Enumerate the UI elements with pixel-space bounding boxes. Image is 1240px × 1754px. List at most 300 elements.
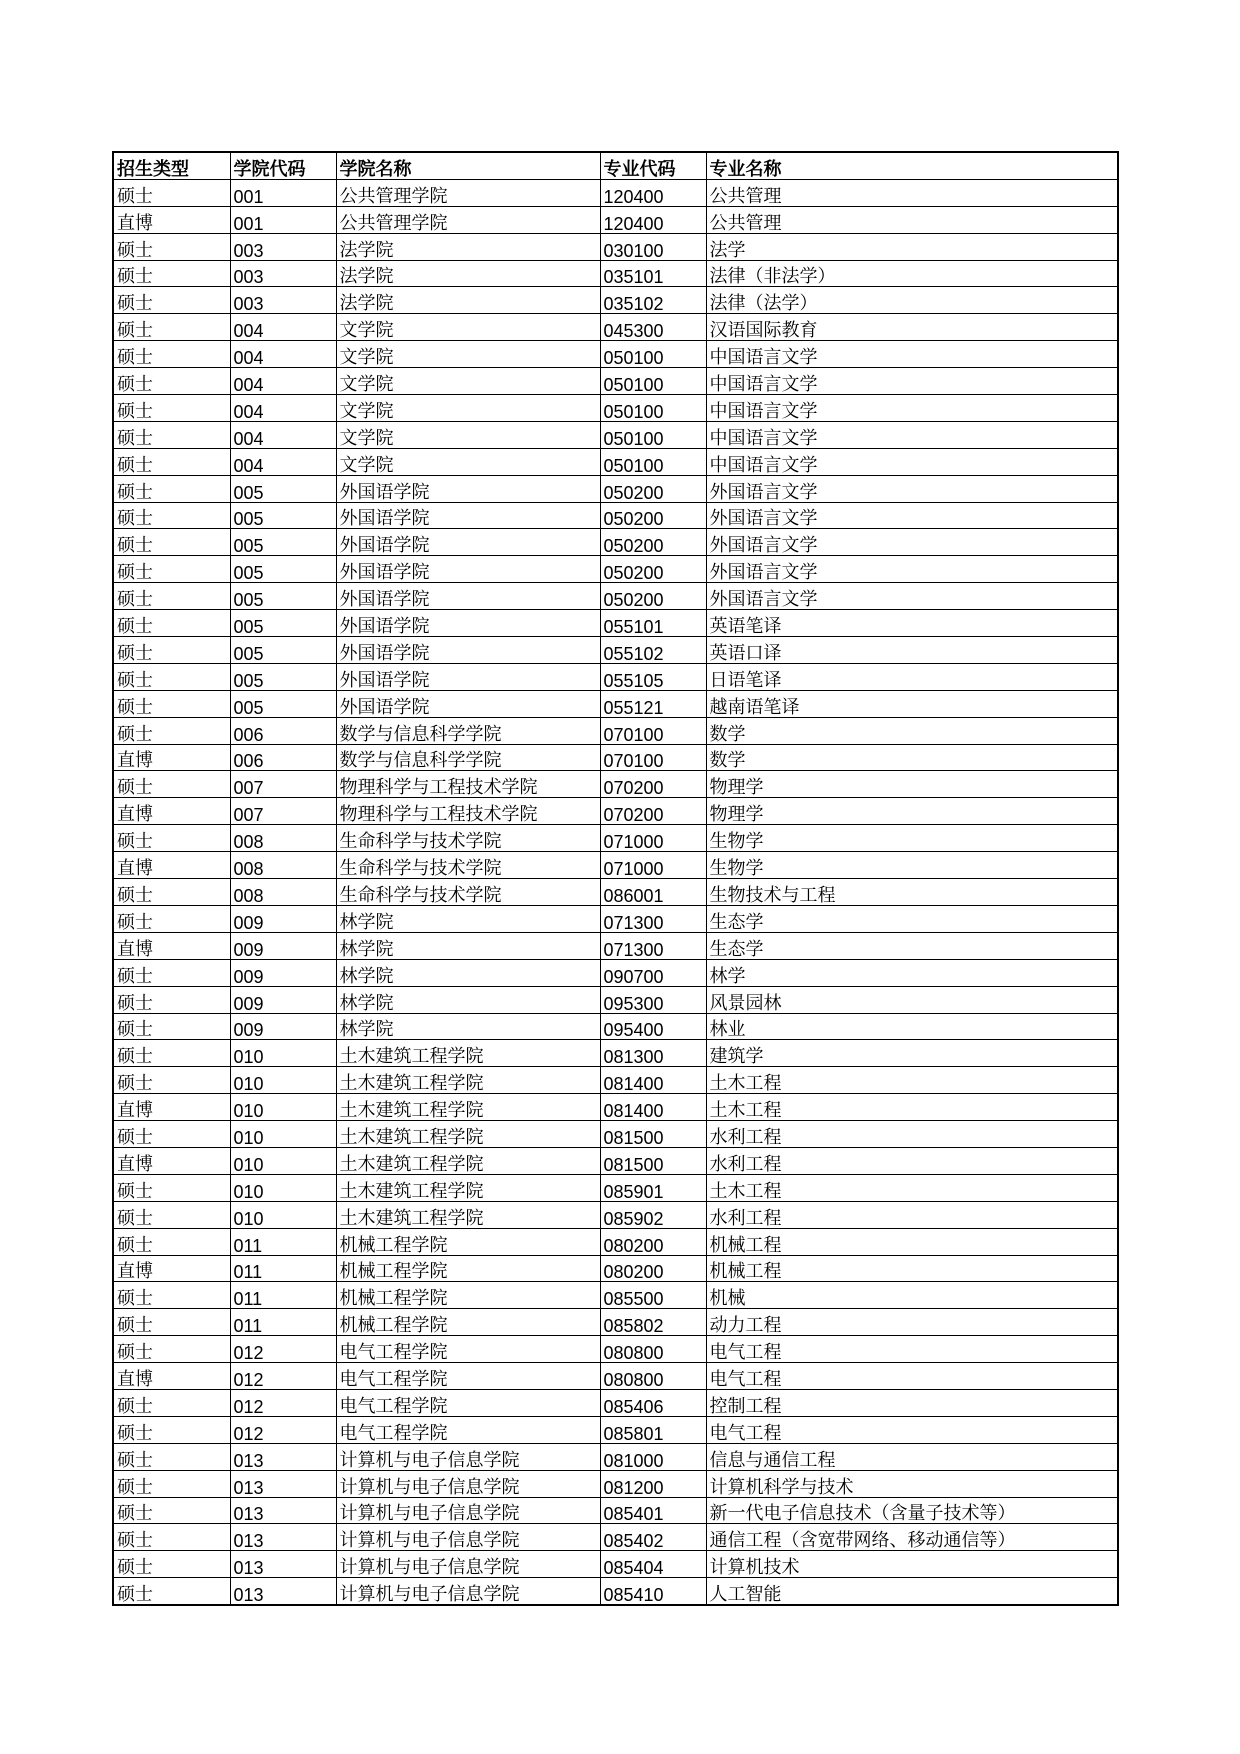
major-name-cell: 英语口译 bbox=[706, 637, 1118, 664]
enrollment-type-cell: 硕士 bbox=[113, 986, 230, 1013]
major-code-cell: 081500 bbox=[600, 1121, 706, 1148]
table-row bbox=[113, 1389, 1118, 1416]
admissions-table bbox=[112, 151, 1119, 1606]
enrollment-type-cell: 直博 bbox=[113, 206, 230, 233]
major-code-cell: 081200 bbox=[600, 1470, 706, 1497]
college-code-cell: 010 bbox=[230, 1201, 336, 1228]
major-name-cell: 中国语言文学 bbox=[706, 341, 1118, 368]
enrollment-type-cell: 直博 bbox=[113, 932, 230, 959]
college-code-cell: 005 bbox=[230, 610, 336, 637]
college-name-cell: 计算机与电子信息学院 bbox=[336, 1524, 600, 1551]
major-name-cell: 中国语言文学 bbox=[706, 421, 1118, 448]
college-code-cell: 010 bbox=[230, 1147, 336, 1174]
major-code-cell: 071000 bbox=[600, 852, 706, 879]
major-code-cell: 085401 bbox=[600, 1497, 706, 1524]
column-header-major-name: 专业名称 bbox=[706, 152, 1118, 179]
major-code-cell: 071300 bbox=[600, 905, 706, 932]
major-code-cell: 090700 bbox=[600, 959, 706, 986]
college-code-cell: 010 bbox=[230, 1067, 336, 1094]
college-name-cell: 林学院 bbox=[336, 932, 600, 959]
college-code-cell: 008 bbox=[230, 852, 336, 879]
enrollment-type-cell: 硕士 bbox=[113, 905, 230, 932]
enrollment-type-cell: 硕士 bbox=[113, 179, 230, 206]
college-code-cell: 003 bbox=[230, 233, 336, 260]
major-name-cell: 新一代电子信息技术（含量子技术等） bbox=[706, 1497, 1118, 1524]
major-name-cell: 控制工程 bbox=[706, 1389, 1118, 1416]
enrollment-type-cell: 硕士 bbox=[113, 1282, 230, 1309]
enrollment-type-cell: 硕士 bbox=[113, 771, 230, 798]
college-name-cell: 计算机与电子信息学院 bbox=[336, 1551, 600, 1578]
major-code-cell: 050200 bbox=[600, 475, 706, 502]
college-name-cell: 电气工程学院 bbox=[336, 1336, 600, 1363]
table-row bbox=[113, 1094, 1118, 1121]
major-name-cell: 中国语言文学 bbox=[706, 448, 1118, 475]
table-row bbox=[113, 1578, 1118, 1605]
major-name-cell: 土木工程 bbox=[706, 1067, 1118, 1094]
college-name-cell: 文学院 bbox=[336, 421, 600, 448]
enrollment-type-cell: 直博 bbox=[113, 744, 230, 771]
enrollment-type-cell: 直博 bbox=[113, 1255, 230, 1282]
college-name-cell: 林学院 bbox=[336, 986, 600, 1013]
enrollment-type-cell: 硕士 bbox=[113, 1578, 230, 1605]
major-code-cell: 045300 bbox=[600, 314, 706, 341]
enrollment-type-cell: 硕士 bbox=[113, 879, 230, 906]
college-code-cell: 001 bbox=[230, 179, 336, 206]
major-name-cell: 机械工程 bbox=[706, 1228, 1118, 1255]
major-name-cell: 风景园林 bbox=[706, 986, 1118, 1013]
column-header-major-code: 专业代码 bbox=[600, 152, 706, 179]
enrollment-type-cell: 硕士 bbox=[113, 1497, 230, 1524]
enrollment-type-cell: 硕士 bbox=[113, 663, 230, 690]
major-name-cell: 建筑学 bbox=[706, 1040, 1118, 1067]
enrollment-type-cell: 硕士 bbox=[113, 637, 230, 664]
enrollment-type-cell: 硕士 bbox=[113, 1174, 230, 1201]
major-code-cell: 071300 bbox=[600, 932, 706, 959]
major-code-cell: 120400 bbox=[600, 179, 706, 206]
enrollment-type-cell: 硕士 bbox=[113, 959, 230, 986]
major-name-cell: 外国语言文学 bbox=[706, 502, 1118, 529]
college-name-cell: 电气工程学院 bbox=[336, 1363, 600, 1390]
major-code-cell: 050200 bbox=[600, 556, 706, 583]
major-name-cell: 水利工程 bbox=[706, 1147, 1118, 1174]
major-code-cell: 080800 bbox=[600, 1336, 706, 1363]
college-name-cell: 生命科学与技术学院 bbox=[336, 852, 600, 879]
college-name-cell: 物理科学与工程技术学院 bbox=[336, 771, 600, 798]
enrollment-type-cell: 硕士 bbox=[113, 1336, 230, 1363]
major-name-cell: 法学 bbox=[706, 233, 1118, 260]
major-code-cell: 050200 bbox=[600, 502, 706, 529]
major-code-cell: 055121 bbox=[600, 690, 706, 717]
table-row bbox=[113, 1416, 1118, 1443]
table-row bbox=[113, 663, 1118, 690]
enrollment-type-cell: 硕士 bbox=[113, 583, 230, 610]
enrollment-type-cell: 硕士 bbox=[113, 1470, 230, 1497]
table-row bbox=[113, 905, 1118, 932]
college-code-cell: 005 bbox=[230, 556, 336, 583]
table-row bbox=[113, 744, 1118, 771]
major-code-cell: 085404 bbox=[600, 1551, 706, 1578]
major-name-cell: 生态学 bbox=[706, 932, 1118, 959]
college-name-cell: 土木建筑工程学院 bbox=[336, 1040, 600, 1067]
major-code-cell: 085802 bbox=[600, 1309, 706, 1336]
major-name-cell: 法律（非法学） bbox=[706, 260, 1118, 287]
enrollment-type-cell: 硕士 bbox=[113, 1443, 230, 1470]
college-name-cell: 计算机与电子信息学院 bbox=[336, 1578, 600, 1605]
college-name-cell: 文学院 bbox=[336, 341, 600, 368]
major-code-cell: 085500 bbox=[600, 1282, 706, 1309]
major-code-cell: 050100 bbox=[600, 421, 706, 448]
major-code-cell: 055101 bbox=[600, 610, 706, 637]
table-row bbox=[113, 556, 1118, 583]
college-name-cell: 计算机与电子信息学院 bbox=[336, 1497, 600, 1524]
major-name-cell: 水利工程 bbox=[706, 1121, 1118, 1148]
enrollment-type-cell: 直博 bbox=[113, 798, 230, 825]
major-name-cell: 数学 bbox=[706, 744, 1118, 771]
enrollment-type-cell: 直博 bbox=[113, 1363, 230, 1390]
major-name-cell: 物理学 bbox=[706, 771, 1118, 798]
college-code-cell: 006 bbox=[230, 744, 336, 771]
college-code-cell: 007 bbox=[230, 798, 336, 825]
college-code-cell: 005 bbox=[230, 690, 336, 717]
major-code-cell: 070100 bbox=[600, 717, 706, 744]
major-code-cell: 081300 bbox=[600, 1040, 706, 1067]
major-code-cell: 030100 bbox=[600, 233, 706, 260]
table-row bbox=[113, 1524, 1118, 1551]
college-name-cell: 文学院 bbox=[336, 395, 600, 422]
major-code-cell: 085410 bbox=[600, 1578, 706, 1605]
major-name-cell: 机械 bbox=[706, 1282, 1118, 1309]
table-row bbox=[113, 1067, 1118, 1094]
major-code-cell: 050200 bbox=[600, 583, 706, 610]
college-name-cell: 外国语学院 bbox=[336, 556, 600, 583]
table-row bbox=[113, 932, 1118, 959]
college-code-cell: 011 bbox=[230, 1228, 336, 1255]
table-row bbox=[113, 287, 1118, 314]
table-row bbox=[113, 1147, 1118, 1174]
college-name-cell: 文学院 bbox=[336, 368, 600, 395]
college-code-cell: 013 bbox=[230, 1551, 336, 1578]
table-row bbox=[113, 233, 1118, 260]
major-name-cell: 公共管理 bbox=[706, 206, 1118, 233]
table-row bbox=[113, 637, 1118, 664]
college-code-cell: 003 bbox=[230, 287, 336, 314]
enrollment-type-cell: 硕士 bbox=[113, 1389, 230, 1416]
college-code-cell: 013 bbox=[230, 1578, 336, 1605]
major-name-cell: 越南语笔译 bbox=[706, 690, 1118, 717]
college-code-cell: 012 bbox=[230, 1389, 336, 1416]
enrollment-type-cell: 硕士 bbox=[113, 395, 230, 422]
college-name-cell: 公共管理学院 bbox=[336, 206, 600, 233]
college-code-cell: 004 bbox=[230, 448, 336, 475]
college-code-cell: 013 bbox=[230, 1524, 336, 1551]
college-name-cell: 生命科学与技术学院 bbox=[336, 825, 600, 852]
table-row bbox=[113, 1255, 1118, 1282]
major-name-cell: 人工智能 bbox=[706, 1578, 1118, 1605]
major-code-cell: 080800 bbox=[600, 1363, 706, 1390]
table-row bbox=[113, 771, 1118, 798]
major-name-cell: 法律（法学） bbox=[706, 287, 1118, 314]
enrollment-type-cell: 硕士 bbox=[113, 1201, 230, 1228]
major-name-cell: 生物学 bbox=[706, 852, 1118, 879]
major-code-cell: 035102 bbox=[600, 287, 706, 314]
table-row bbox=[113, 421, 1118, 448]
enrollment-type-cell: 硕士 bbox=[113, 1416, 230, 1443]
college-name-cell: 计算机与电子信息学院 bbox=[336, 1443, 600, 1470]
college-name-cell: 外国语学院 bbox=[336, 529, 600, 556]
college-name-cell: 土木建筑工程学院 bbox=[336, 1094, 600, 1121]
table-row bbox=[113, 610, 1118, 637]
college-name-cell: 外国语学院 bbox=[336, 583, 600, 610]
major-name-cell: 中国语言文学 bbox=[706, 368, 1118, 395]
table-row bbox=[113, 798, 1118, 825]
table-row bbox=[113, 1282, 1118, 1309]
college-code-cell: 005 bbox=[230, 663, 336, 690]
college-name-cell: 林学院 bbox=[336, 959, 600, 986]
college-code-cell: 007 bbox=[230, 771, 336, 798]
college-code-cell: 013 bbox=[230, 1443, 336, 1470]
enrollment-type-cell: 硕士 bbox=[113, 1040, 230, 1067]
major-code-cell: 086001 bbox=[600, 879, 706, 906]
major-name-cell: 公共管理 bbox=[706, 179, 1118, 206]
major-code-cell: 050100 bbox=[600, 395, 706, 422]
enrollment-type-cell: 硕士 bbox=[113, 690, 230, 717]
table-row bbox=[113, 1201, 1118, 1228]
college-name-cell: 土木建筑工程学院 bbox=[336, 1067, 600, 1094]
table-row bbox=[113, 825, 1118, 852]
enrollment-type-cell: 硕士 bbox=[113, 529, 230, 556]
college-name-cell: 电气工程学院 bbox=[336, 1416, 600, 1443]
college-code-cell: 003 bbox=[230, 260, 336, 287]
table-row bbox=[113, 368, 1118, 395]
enrollment-type-cell: 硕士 bbox=[113, 287, 230, 314]
college-code-cell: 012 bbox=[230, 1416, 336, 1443]
college-code-cell: 009 bbox=[230, 932, 336, 959]
major-code-cell: 085406 bbox=[600, 1389, 706, 1416]
college-name-cell: 外国语学院 bbox=[336, 502, 600, 529]
enrollment-type-cell: 直博 bbox=[113, 852, 230, 879]
table-row bbox=[113, 959, 1118, 986]
major-code-cell: 081000 bbox=[600, 1443, 706, 1470]
major-name-cell: 生物技术与工程 bbox=[706, 879, 1118, 906]
college-code-cell: 013 bbox=[230, 1470, 336, 1497]
enrollment-type-cell: 硕士 bbox=[113, 1121, 230, 1148]
college-name-cell: 机械工程学院 bbox=[336, 1255, 600, 1282]
major-name-cell: 数学 bbox=[706, 717, 1118, 744]
table-row bbox=[113, 986, 1118, 1013]
table-row bbox=[113, 1497, 1118, 1524]
major-name-cell: 日语笔译 bbox=[706, 663, 1118, 690]
major-code-cell: 085901 bbox=[600, 1174, 706, 1201]
enrollment-type-cell: 硕士 bbox=[113, 1309, 230, 1336]
college-name-cell: 外国语学院 bbox=[336, 475, 600, 502]
major-name-cell: 外国语言文学 bbox=[706, 556, 1118, 583]
college-code-cell: 011 bbox=[230, 1255, 336, 1282]
major-name-cell: 外国语言文学 bbox=[706, 475, 1118, 502]
major-name-cell: 中国语言文学 bbox=[706, 395, 1118, 422]
college-code-cell: 012 bbox=[230, 1336, 336, 1363]
college-code-cell: 011 bbox=[230, 1282, 336, 1309]
table-row bbox=[113, 260, 1118, 287]
college-code-cell: 008 bbox=[230, 825, 336, 852]
enrollment-type-cell: 硕士 bbox=[113, 556, 230, 583]
college-name-cell: 文学院 bbox=[336, 448, 600, 475]
college-code-cell: 004 bbox=[230, 395, 336, 422]
column-header-enrollment-type: 招生类型 bbox=[113, 152, 230, 179]
enrollment-type-cell: 硕士 bbox=[113, 1013, 230, 1040]
major-code-cell: 085801 bbox=[600, 1416, 706, 1443]
enrollment-type-cell: 硕士 bbox=[113, 1524, 230, 1551]
college-name-cell: 数学与信息科学学院 bbox=[336, 717, 600, 744]
college-code-cell: 010 bbox=[230, 1040, 336, 1067]
enrollment-type-cell: 硕士 bbox=[113, 260, 230, 287]
major-name-cell: 计算机技术 bbox=[706, 1551, 1118, 1578]
major-code-cell: 085402 bbox=[600, 1524, 706, 1551]
major-name-cell: 信息与通信工程 bbox=[706, 1443, 1118, 1470]
college-name-cell: 数学与信息科学学院 bbox=[336, 744, 600, 771]
major-name-cell: 生物学 bbox=[706, 825, 1118, 852]
college-name-cell: 土木建筑工程学院 bbox=[336, 1147, 600, 1174]
college-name-cell: 林学院 bbox=[336, 905, 600, 932]
major-name-cell: 土木工程 bbox=[706, 1094, 1118, 1121]
enrollment-type-cell: 硕士 bbox=[113, 825, 230, 852]
college-name-cell: 机械工程学院 bbox=[336, 1282, 600, 1309]
college-code-cell: 010 bbox=[230, 1121, 336, 1148]
college-name-cell: 电气工程学院 bbox=[336, 1389, 600, 1416]
major-code-cell: 081400 bbox=[600, 1094, 706, 1121]
college-code-cell: 009 bbox=[230, 986, 336, 1013]
major-name-cell: 物理学 bbox=[706, 798, 1118, 825]
table-row bbox=[113, 314, 1118, 341]
college-code-cell: 004 bbox=[230, 341, 336, 368]
college-name-cell: 公共管理学院 bbox=[336, 179, 600, 206]
college-code-cell: 010 bbox=[230, 1094, 336, 1121]
enrollment-type-cell: 硕士 bbox=[113, 368, 230, 395]
college-name-cell: 外国语学院 bbox=[336, 690, 600, 717]
table-header-row bbox=[113, 152, 1118, 179]
major-code-cell: 070100 bbox=[600, 744, 706, 771]
table-row bbox=[113, 529, 1118, 556]
enrollment-type-cell: 硕士 bbox=[113, 448, 230, 475]
enrollment-type-cell: 硕士 bbox=[113, 421, 230, 448]
enrollment-type-cell: 硕士 bbox=[113, 341, 230, 368]
table-row bbox=[113, 717, 1118, 744]
college-name-cell: 物理科学与工程技术学院 bbox=[336, 798, 600, 825]
major-code-cell: 081500 bbox=[600, 1147, 706, 1174]
table-row bbox=[113, 448, 1118, 475]
college-code-cell: 010 bbox=[230, 1174, 336, 1201]
college-code-cell: 005 bbox=[230, 583, 336, 610]
major-name-cell: 水利工程 bbox=[706, 1201, 1118, 1228]
major-name-cell: 林业 bbox=[706, 1013, 1118, 1040]
major-code-cell: 050100 bbox=[600, 448, 706, 475]
college-code-cell: 004 bbox=[230, 421, 336, 448]
major-code-cell: 070200 bbox=[600, 771, 706, 798]
college-name-cell: 外国语学院 bbox=[336, 663, 600, 690]
college-code-cell: 012 bbox=[230, 1363, 336, 1390]
major-code-cell: 080200 bbox=[600, 1228, 706, 1255]
table-row bbox=[113, 1013, 1118, 1040]
major-code-cell: 055102 bbox=[600, 637, 706, 664]
college-name-cell: 法学院 bbox=[336, 233, 600, 260]
college-name-cell: 计算机与电子信息学院 bbox=[336, 1470, 600, 1497]
table-row bbox=[113, 1121, 1118, 1148]
enrollment-type-cell: 硕士 bbox=[113, 475, 230, 502]
major-name-cell: 林学 bbox=[706, 959, 1118, 986]
college-code-cell: 005 bbox=[230, 529, 336, 556]
major-name-cell: 机械工程 bbox=[706, 1255, 1118, 1282]
major-name-cell: 汉语国际教育 bbox=[706, 314, 1118, 341]
enrollment-type-cell: 硕士 bbox=[113, 502, 230, 529]
major-code-cell: 120400 bbox=[600, 206, 706, 233]
enrollment-type-cell: 硕士 bbox=[113, 314, 230, 341]
college-name-cell: 土木建筑工程学院 bbox=[336, 1201, 600, 1228]
major-name-cell: 电气工程 bbox=[706, 1416, 1118, 1443]
major-name-cell: 电气工程 bbox=[706, 1336, 1118, 1363]
college-name-cell: 生命科学与技术学院 bbox=[336, 879, 600, 906]
college-code-cell: 008 bbox=[230, 879, 336, 906]
major-name-cell: 通信工程（含宽带网络、移动通信等） bbox=[706, 1524, 1118, 1551]
enrollment-type-cell: 硕士 bbox=[113, 1551, 230, 1578]
major-code-cell: 095400 bbox=[600, 1013, 706, 1040]
column-header-college-code: 学院代码 bbox=[230, 152, 336, 179]
major-code-cell: 055105 bbox=[600, 663, 706, 690]
major-code-cell: 035101 bbox=[600, 260, 706, 287]
college-name-cell: 林学院 bbox=[336, 1013, 600, 1040]
table-row bbox=[113, 1551, 1118, 1578]
major-code-cell: 070200 bbox=[600, 798, 706, 825]
table-row bbox=[113, 690, 1118, 717]
college-name-cell: 机械工程学院 bbox=[336, 1309, 600, 1336]
table-row bbox=[113, 1174, 1118, 1201]
table-row bbox=[113, 179, 1118, 206]
table-row bbox=[113, 395, 1118, 422]
college-code-cell: 009 bbox=[230, 959, 336, 986]
college-code-cell: 004 bbox=[230, 314, 336, 341]
major-name-cell: 电气工程 bbox=[706, 1363, 1118, 1390]
enrollment-type-cell: 硕士 bbox=[113, 233, 230, 260]
college-code-cell: 009 bbox=[230, 905, 336, 932]
enrollment-type-cell: 直博 bbox=[113, 1147, 230, 1174]
college-name-cell: 土木建筑工程学院 bbox=[336, 1174, 600, 1201]
enrollment-type-cell: 直博 bbox=[113, 1094, 230, 1121]
enrollment-type-cell: 硕士 bbox=[113, 1067, 230, 1094]
table-row bbox=[113, 475, 1118, 502]
table-row bbox=[113, 502, 1118, 529]
college-name-cell: 外国语学院 bbox=[336, 610, 600, 637]
major-code-cell: 050100 bbox=[600, 341, 706, 368]
table-row bbox=[113, 341, 1118, 368]
enrollment-type-cell: 硕士 bbox=[113, 1228, 230, 1255]
table-row bbox=[113, 1228, 1118, 1255]
college-code-cell: 009 bbox=[230, 1013, 336, 1040]
column-header-college-name: 学院名称 bbox=[336, 152, 600, 179]
major-code-cell: 071000 bbox=[600, 825, 706, 852]
college-code-cell: 005 bbox=[230, 502, 336, 529]
major-code-cell: 085902 bbox=[600, 1201, 706, 1228]
table-row bbox=[113, 1309, 1118, 1336]
table-row bbox=[113, 852, 1118, 879]
major-code-cell: 050100 bbox=[600, 368, 706, 395]
table-row bbox=[113, 879, 1118, 906]
enrollment-type-cell: 硕士 bbox=[113, 610, 230, 637]
table-body bbox=[113, 179, 1118, 1605]
college-name-cell: 土木建筑工程学院 bbox=[336, 1121, 600, 1148]
table-row bbox=[113, 1336, 1118, 1363]
table-row bbox=[113, 1470, 1118, 1497]
major-name-cell: 外国语言文学 bbox=[706, 529, 1118, 556]
college-name-cell: 外国语学院 bbox=[336, 637, 600, 664]
college-name-cell: 法学院 bbox=[336, 260, 600, 287]
